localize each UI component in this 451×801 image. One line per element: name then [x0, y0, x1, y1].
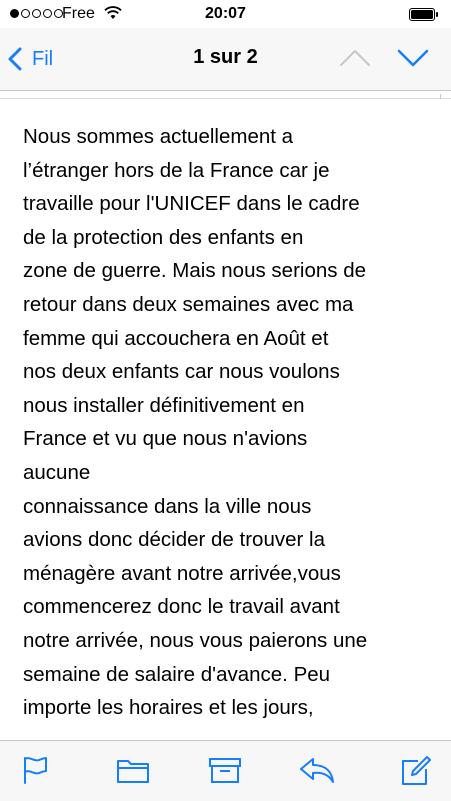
- chevron-up-icon: [339, 48, 371, 68]
- message-body: [23, 120, 443, 725]
- message-line: notre arrivée, nous vous paierons une: [23, 628, 368, 652]
- page-title: 1 sur 2: [193, 46, 258, 68]
- compose-icon: [400, 755, 432, 787]
- divider: [0, 98, 451, 99]
- next-message-button[interactable]: [397, 48, 429, 73]
- message-line: de la protection des enfants en: [23, 225, 304, 249]
- message-line: commencerez donc le travail avant: [23, 595, 340, 619]
- message-line: France et vu que nous n'avions: [23, 427, 308, 451]
- chevron-down-icon: [397, 48, 429, 68]
- message-line: nous installer définitivement en: [23, 393, 305, 417]
- archive-icon: [208, 755, 242, 785]
- battery-icon: [409, 8, 439, 25]
- message-line: connaissance dans la ville nous: [23, 494, 312, 518]
- move-to-folder-button[interactable]: [116, 755, 150, 790]
- message-line: importe les horaires et les jours,: [23, 696, 314, 720]
- reply-button[interactable]: [298, 755, 336, 790]
- message-line: Nous sommes actuellement a: [23, 125, 294, 148]
- status-time: 20:07: [205, 5, 246, 22]
- folder-icon: [116, 755, 150, 785]
- reply-icon: [298, 755, 336, 785]
- compose-button[interactable]: [400, 755, 432, 792]
- message-line: avions donc décider de trouver la: [23, 528, 325, 552]
- message-line: retour dans deux semaines avec ma: [23, 292, 354, 316]
- message-line: l’étranger hors de la France car je: [23, 158, 330, 182]
- status-bar: [0, 0, 451, 28]
- message-line: zone de guerre. Mais nous serions de: [23, 259, 367, 283]
- navigation-bar: [0, 28, 451, 91]
- message-line: aucune: [23, 460, 91, 484]
- carrier-name: Free: [62, 5, 95, 22]
- message-line: semaine de salaire d'avance. Peu: [23, 662, 331, 686]
- flag-button[interactable]: [20, 755, 50, 790]
- archive-button[interactable]: [208, 755, 242, 790]
- bottom-toolbar: [0, 740, 451, 801]
- previous-message-button[interactable]: [339, 48, 371, 73]
- message-line: femme qui accouchera en Août et: [23, 326, 329, 350]
- back-button-label: Fil: [32, 47, 54, 70]
- message-line: travaille pour l'UNICEF dans le cadre: [23, 192, 360, 216]
- flag-icon: [20, 755, 50, 785]
- message-line: nos deux enfants car nous voulons: [23, 360, 340, 384]
- message-line: ménagère avant notre arrivée,vous: [23, 561, 341, 585]
